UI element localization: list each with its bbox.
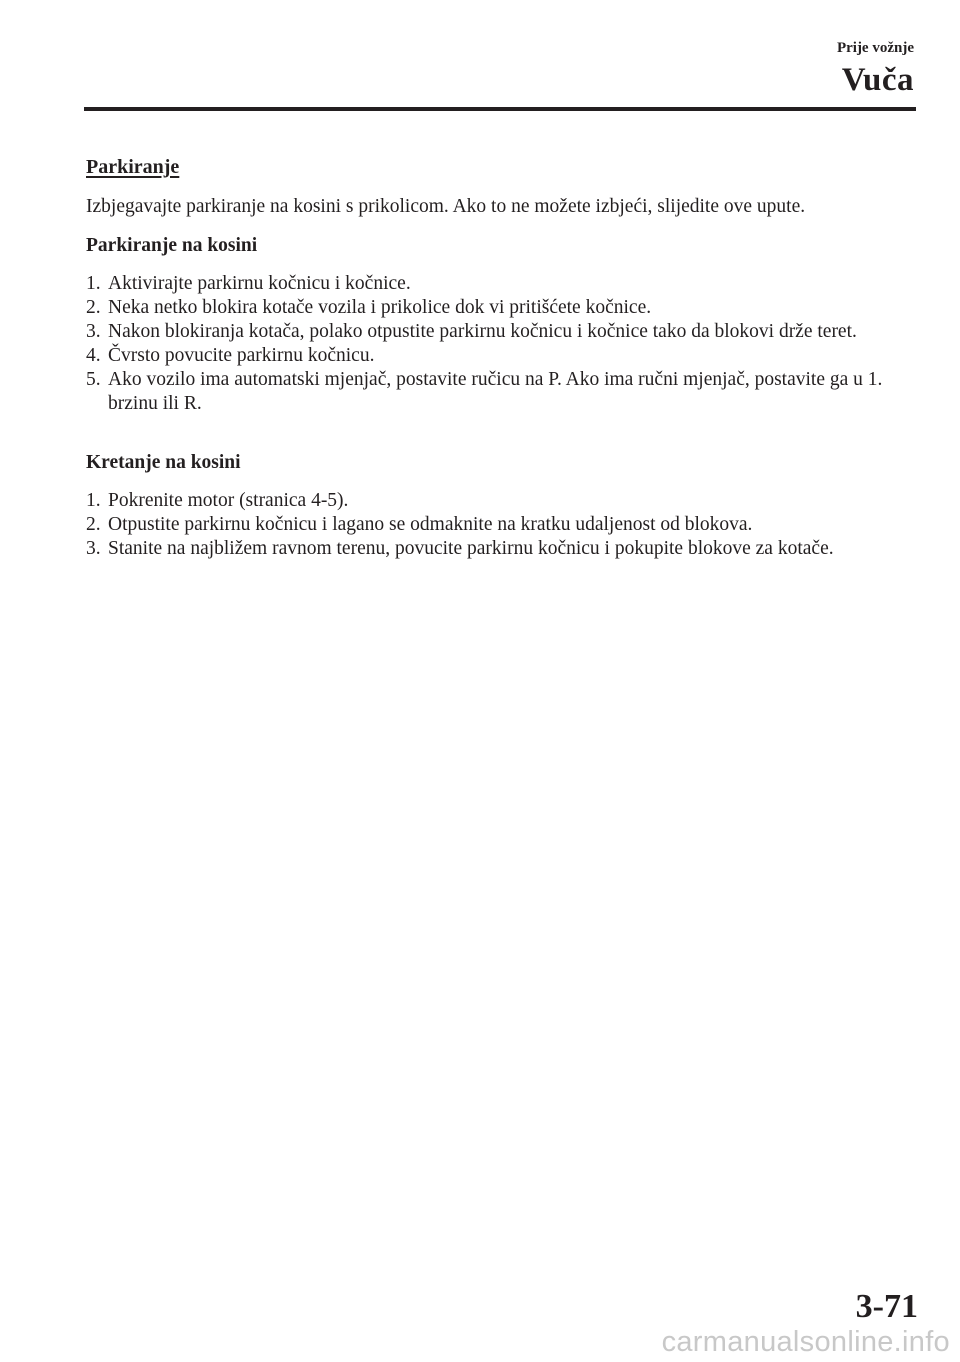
parking-title: Parkiranje <box>86 156 180 178</box>
step-text: Otpustite parkirnu kočnicu i lagano se odmaknite na kratku udaljenost od blokova. <box>108 514 753 535</box>
step-text: Čvrsto povucite parkirnu kočnicu. <box>108 345 375 366</box>
section-heading: Prije vožnje <box>836 40 914 56</box>
step-number: 5. <box>86 369 101 390</box>
watermark: carmanualsonline.info <box>661 1326 950 1358</box>
list-item <box>86 368 916 416</box>
step-number: 3. <box>86 321 101 342</box>
on-slope-steps <box>86 272 916 416</box>
list-item <box>86 272 916 296</box>
on-slope-title: Parkiranje na kosini <box>86 235 258 256</box>
step-number: 2. <box>86 297 101 318</box>
step-number: 2. <box>86 514 101 535</box>
header-divider <box>84 107 916 111</box>
step-text: Nakon blokiranja kotača, polako otpustite parkirnu kočnicu i kočnice tako da blokovi drže teret. <box>108 321 857 342</box>
list-item <box>86 296 916 320</box>
list-item <box>86 320 916 344</box>
page-number: 3-71 <box>855 1288 918 1325</box>
spacer <box>86 416 916 451</box>
moving-on-slope-steps <box>86 489 916 561</box>
step-number: 1. <box>86 490 101 511</box>
step-text: Neka netko blokira kotače vozila i prikolice dok vi pritišćete kočnice. <box>108 297 652 318</box>
list-item <box>86 489 916 513</box>
page-title: Vuča <box>841 62 914 98</box>
moving-on-slope-title: Kretanje na kosini <box>86 452 241 473</box>
list-item <box>86 344 916 368</box>
list-item <box>86 513 916 537</box>
step-text: Pokrenite motor (stranica 4-5). <box>108 490 349 511</box>
main-content <box>86 155 916 561</box>
step-number: 4. <box>86 345 101 366</box>
list-item <box>86 537 916 561</box>
step-number: 3. <box>86 538 101 559</box>
parking-intro: Izbjegavajte parkiranje na kosini s prikolicom. Ako to ne možete izbjeći, slijedite ove upute. <box>86 196 806 217</box>
step-text: Aktivirajte parkirnu kočnicu i kočnice. <box>108 273 411 294</box>
step-number: 1. <box>86 273 101 294</box>
step-text: Ako vozilo ima automatski mjenjač, postavite ručicu na P. Ako ima ručni mjenjač, postavite ga u 1. brzinu ili R. <box>108 369 883 414</box>
step-text: Stanite na najbližem ravnom terenu, povucite parkirnu kočnicu i pokupite blokove za kotače. <box>108 538 834 559</box>
